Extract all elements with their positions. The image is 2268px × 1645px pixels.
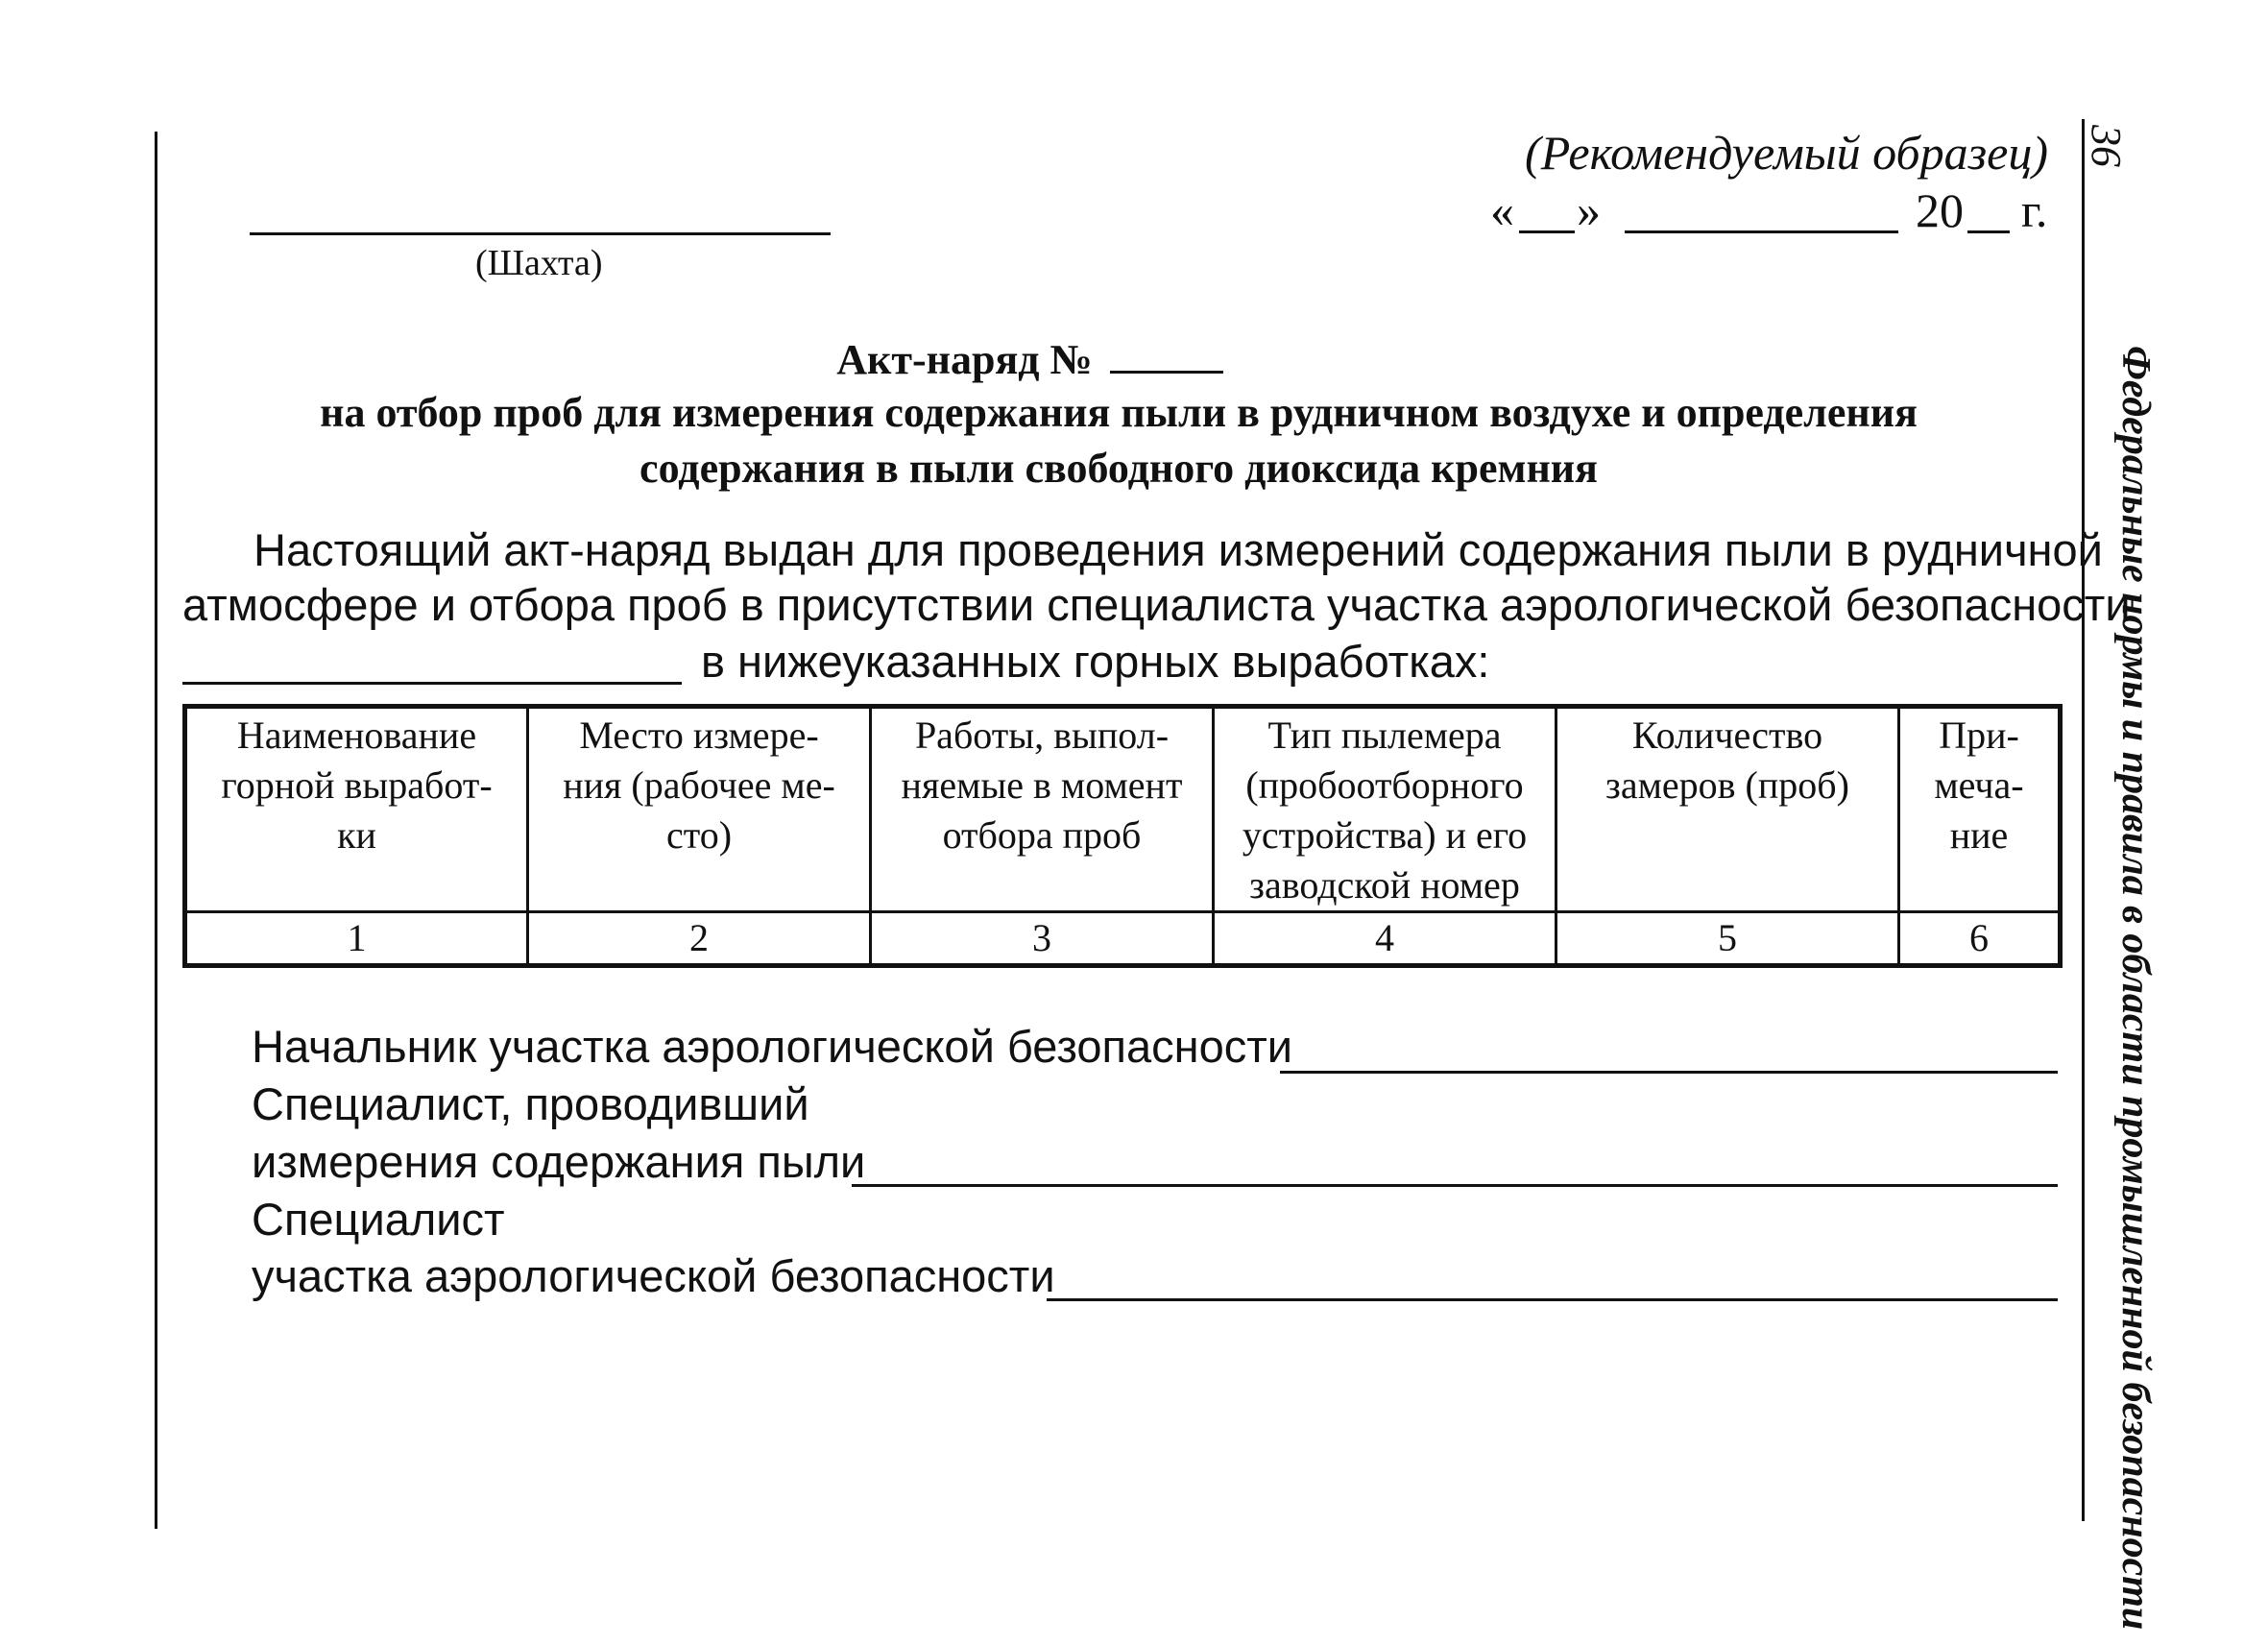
recommended-sample-label: (Рекомендуемый образец) [1525, 126, 2048, 180]
month-blank [1625, 230, 1898, 233]
column-number: 4 [1214, 912, 1556, 966]
column-number: 1 [185, 912, 528, 966]
date-open-quote: « [1490, 183, 1514, 237]
header-mine-working: Наименование горной выработ- ки [185, 707, 528, 912]
year-blank [1967, 230, 2010, 233]
column-number: 3 [871, 912, 1214, 966]
specialist2-signature-blank [1047, 1298, 2058, 1301]
sampling-table [182, 704, 2063, 968]
document-subtitle-line1: на отбор проб для измерения содержания пыли в рудничном воздухе и определения [320, 389, 1918, 436]
header-note: При- меча- ние [1899, 707, 2061, 912]
running-head-vertical: Федеральные нормы и правила в области промышленной безопасности [2113, 346, 2158, 1631]
day-blank [1519, 230, 1575, 233]
document-title: Акт-наряд № [0, 328, 2060, 384]
specialist-label-line2: измерения содержания пыли [252, 1136, 866, 1187]
act-number-blank [1110, 328, 1223, 374]
header-measurement-place: Место измере- ния (рабочее ме- сто) [528, 707, 871, 912]
mine-name-blank [250, 232, 831, 235]
column-number: 6 [1899, 912, 2061, 966]
specialist-label-line1: Специалист, проводивший [252, 1078, 809, 1129]
table-header-row [185, 707, 2061, 912]
date-year: 20 [1916, 183, 1964, 237]
date-close-quote: » [1577, 183, 1601, 237]
paragraph-line3: в нижеуказанных горных выработках: [701, 636, 1490, 687]
date-line [1490, 182, 2052, 244]
specialist2-label-line1: Специалист [252, 1194, 505, 1245]
header-works-performed: Работы, выпол- няемые в момент отбора проб [871, 707, 1214, 912]
paragraph-line1: Настоящий акт-наряд выдан для проведения измерений содержания пыли в рудничной [253, 524, 2103, 575]
paragraph-line2: атмосфере и отбора проб в присутствии специалиста участка аэрологической безопасности [182, 579, 2131, 630]
header-sample-count: Количество замеров (проб) [1556, 707, 1899, 912]
column-number: 5 [1556, 912, 1899, 966]
table-row [185, 912, 2061, 966]
column-number: 2 [528, 912, 871, 966]
specialist-name-blank [182, 682, 682, 685]
date-suffix: г. [2021, 183, 2048, 237]
chief-signature-label: Начальник участка аэрологической безопасности [252, 1021, 1293, 1072]
header-dust-meter-type: Тип пылемера (пробоотборного устройства) и его заводской номер [1214, 707, 1556, 912]
page-number: 36 [2083, 125, 2130, 167]
chief-signature-blank [1280, 1071, 2058, 1074]
specialist2-label-line2: участка аэрологической безопасности [252, 1250, 1055, 1301]
mine-caption: (Шахта) [475, 243, 603, 283]
specialist-signature-blank [852, 1184, 2058, 1187]
document-subtitle-line2: содержания в пыли свободного диоксида кремния [639, 445, 1598, 492]
